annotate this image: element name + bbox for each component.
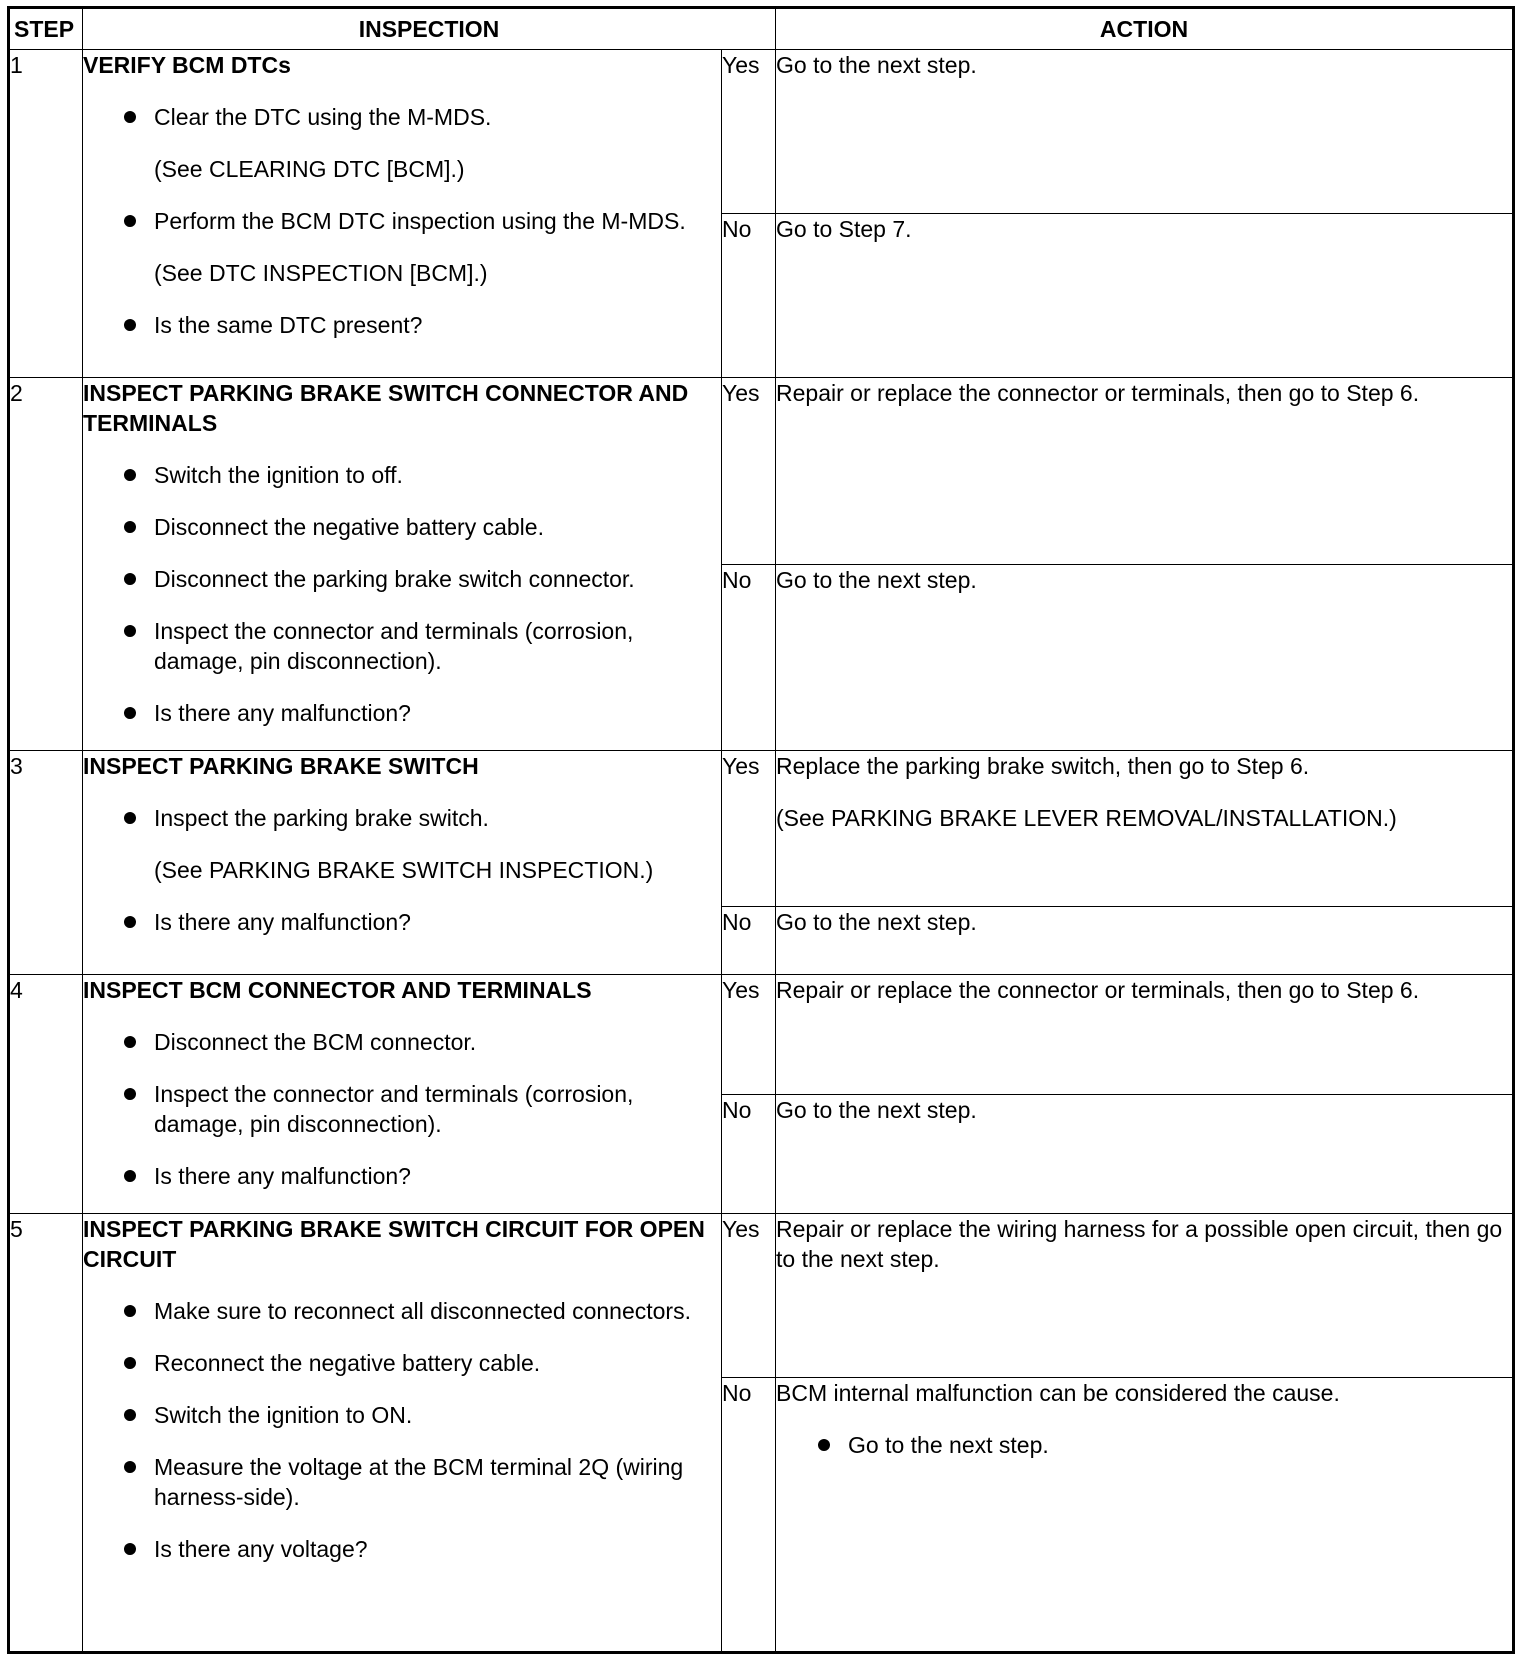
step-2-inspection: [83, 378, 722, 751]
no-label: No: [722, 1094, 776, 1214]
bullet-text: Perform the BCM DTC inspection using the M-MDS.: [154, 208, 686, 234]
step-4-inspection: [83, 975, 722, 1214]
action-text: Replace the parking brake switch, then go to Step 6.: [776, 753, 1310, 779]
step-number: 3: [9, 751, 83, 975]
list-item: Disconnect the parking brake switch connector.: [124, 564, 721, 594]
no-label: No: [722, 907, 776, 975]
list-item: Go to the next step.: [818, 1430, 1512, 1460]
diagnostic-procedure-table: [7, 6, 1515, 1654]
step-number: 5: [9, 1214, 83, 1653]
yes-action: Repair or replace the connector or terminals, then go to Step 6.: [776, 975, 1514, 1095]
inspection-bullet-list: [83, 460, 721, 728]
list-item: [124, 310, 721, 340]
action-bullet-list: [776, 1430, 1512, 1460]
list-item: Inspect the connector and terminals (corrosion, damage, pin disconnection).: [124, 1079, 721, 1139]
list-item: [124, 206, 721, 288]
reference-note: (See PARKING BRAKE SWITCH INSPECTION.): [154, 857, 654, 883]
list-item: Is there any malfunction?: [124, 1161, 721, 1191]
yes-label: Yes: [722, 975, 776, 1095]
yes-action: [776, 751, 1514, 907]
yes-action: Go to the next step.: [776, 50, 1514, 214]
list-item: [124, 907, 721, 937]
step-3-inspection: [83, 751, 722, 975]
action-text: BCM internal malfunction can be considered the cause.: [776, 1380, 1340, 1406]
table-header-row: [9, 8, 1514, 50]
list-item: Is there any voltage?: [124, 1534, 721, 1564]
no-action: Go to the next step.: [776, 907, 1514, 975]
reference-note: (See DTC INSPECTION [BCM].): [154, 260, 488, 286]
list-item: [124, 102, 721, 184]
step-title: INSPECT PARKING BRAKE SWITCH: [83, 753, 479, 779]
yes-label: Yes: [722, 378, 776, 565]
no-action: Go to the next step.: [776, 1094, 1514, 1214]
yes-label: Yes: [722, 1214, 776, 1378]
inspection-bullet-list: [83, 803, 721, 937]
bullet-text: Clear the DTC using the M-MDS.: [154, 104, 492, 130]
inspection-bullet-list: [83, 1027, 721, 1191]
no-action: Go to Step 7.: [776, 214, 1514, 378]
inspection-bullet-list: [83, 102, 721, 340]
step-title: INSPECT PARKING BRAKE SWITCH CONNECTOR AND TERMINALS: [83, 380, 689, 436]
list-item: Disconnect the BCM connector.: [124, 1027, 721, 1057]
list-item: Reconnect the negative battery cable.: [124, 1348, 721, 1378]
yes-action: Repair or replace the wiring harness for a possible open circuit, then go to the next step.: [776, 1214, 1514, 1378]
no-action: [776, 1378, 1514, 1653]
inspection-column-header: INSPECTION: [83, 8, 776, 50]
list-item: Inspect the connector and terminals (corrosion, damage, pin disconnection).: [124, 616, 721, 676]
reference-note: (See CLEARING DTC [BCM].): [154, 156, 465, 182]
bullet-text: Is there any malfunction?: [154, 909, 411, 935]
step-title: VERIFY BCM DTCs: [83, 52, 291, 78]
step-1-yes-row: [9, 50, 1514, 214]
yes-action: Repair or replace the connector or terminals, then go to Step 6.: [776, 378, 1514, 565]
bullet-text: Inspect the parking brake switch.: [154, 805, 489, 831]
step-3-yes-row: [9, 751, 1514, 907]
yes-label: Yes: [722, 751, 776, 907]
list-item: Disconnect the negative battery cable.: [124, 512, 721, 542]
action-column-header: ACTION: [776, 8, 1514, 50]
no-label: No: [722, 564, 776, 751]
list-item: Measure the voltage at the BCM terminal 2Q (wiring harness-side).: [124, 1452, 721, 1512]
list-item: Switch the ignition to off.: [124, 460, 721, 490]
step-number: 1: [9, 50, 83, 378]
reference-note: (See PARKING BRAKE LEVER REMOVAL/INSTALLATION.): [776, 805, 1397, 831]
step-4-yes-row: [9, 975, 1514, 1095]
list-item: Is there any malfunction?: [124, 698, 721, 728]
no-action: Go to the next step.: [776, 564, 1514, 751]
list-item: [124, 803, 721, 885]
step-column-header: STEP: [9, 8, 83, 50]
bullet-text: Is the same DTC present?: [154, 312, 423, 338]
step-title: INSPECT PARKING BRAKE SWITCH CIRCUIT FOR OPEN CIRCUIT: [83, 1216, 705, 1272]
step-5-yes-row: [9, 1214, 1514, 1378]
inspection-bullet-list: [83, 1296, 721, 1564]
no-label: No: [722, 1378, 776, 1653]
step-number: 4: [9, 975, 83, 1214]
step-5-inspection: [83, 1214, 722, 1653]
list-item: Switch the ignition to ON.: [124, 1400, 721, 1430]
step-2-yes-row: [9, 378, 1514, 565]
step-title: INSPECT BCM CONNECTOR AND TERMINALS: [83, 977, 592, 1003]
step-1-inspection: [83, 50, 722, 378]
list-item: Make sure to reconnect all disconnected connectors.: [124, 1296, 721, 1326]
no-label: No: [722, 214, 776, 378]
yes-label: Yes: [722, 50, 776, 214]
step-number: 2: [9, 378, 83, 751]
